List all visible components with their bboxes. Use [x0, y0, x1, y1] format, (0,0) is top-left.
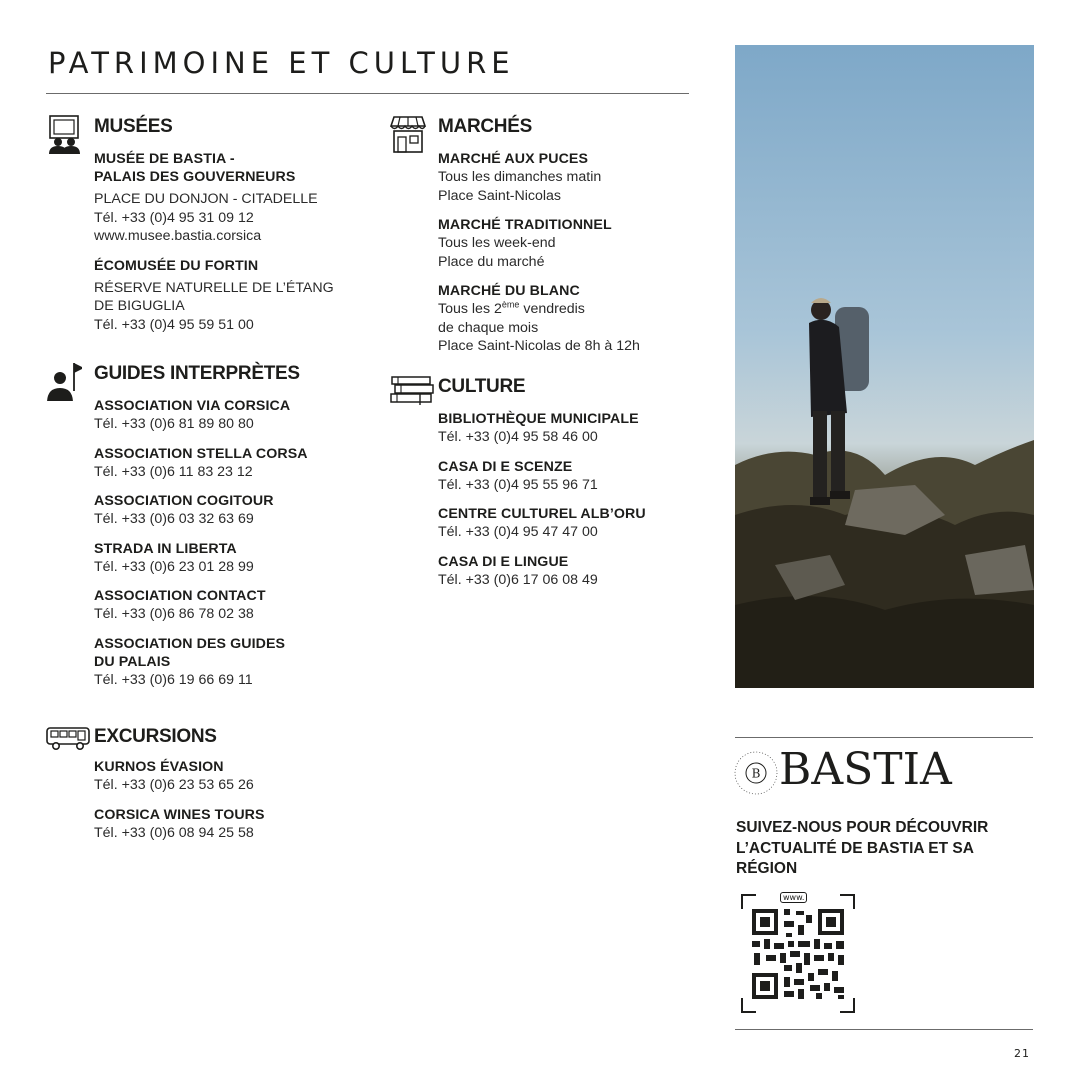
svg-text:B: B — [751, 766, 761, 781]
list-item: STRADA IN LIBERTA Tél. +33 (0)6 23 01 28 99 — [94, 540, 254, 575]
list-item: KURNOS ÉVASION Tél. +33 (0)6 23 53 65 26 — [94, 759, 254, 793]
list-item: ASSOCIATION VIA CORSICA Tél. +33 (0)6 81 89 80 80 — [94, 398, 291, 432]
section-heading: EXCURSIONS — [94, 726, 217, 747]
page-title: PATRIMOINE ET CULTURE — [48, 46, 515, 80]
museum-website-link[interactable]: www.musee.bastia.corsica — [94, 228, 262, 244]
tourism-office-seal-icon — [733, 750, 779, 796]
section-heading: GUIDES INTERPRÈTES — [94, 363, 300, 384]
guide-flag-icon — [46, 361, 82, 401]
sidebar-divider-bottom — [735, 1029, 1033, 1030]
hiker-photo — [735, 45, 1034, 688]
section-heading: CULTURE — [438, 376, 526, 397]
qr-www-label: www. — [780, 892, 807, 903]
list-item: ASSOCIATION COGITOUR Tél. +33 (0)6 03 32 63 69 — [94, 493, 274, 527]
books-icon — [390, 374, 434, 406]
list-item: ÉCOMUSÉE DU FORTIN RÉSERVE NATURELLE DE L’ÉTANG DE BIGUGLIA Tél. +33 (0)4 95 59 51 00 — [94, 257, 334, 333]
list-item: BIBLIOTHÈQUE MUNICIPALE Tél. +33 (0)4 95 58 46 00 — [438, 411, 639, 445]
section-heading: MUSÉES — [94, 116, 173, 137]
list-item: MARCHÉ DU BLANC Tous les 2ème vendredis de chaque mois Place Saint-Nicolas de 8h à 12h — [438, 283, 640, 354]
bastia-logo — [733, 744, 952, 798]
follow-us-text: SUIVEZ-NOUS POUR DÉCOUVRIR L’ACTUALITÉ DE BASTIA ET SA RÉGION — [736, 819, 989, 877]
list-item: CASA DI E LINGUE Tél. +33 (0)6 17 06 08 49 — [438, 553, 598, 588]
list-item: ASSOCIATION STELLA CORSA Tél. +33 (0)6 11 83 23 12 — [94, 445, 308, 480]
market-stall-icon — [390, 114, 426, 154]
list-item: CORSICA WINES TOURS Tél. +33 (0)6 08 94 25 58 — [94, 806, 265, 841]
list-item: CENTRE CULTUREL ALB’ORU Tél. +33 (0)4 95 47 47 00 — [438, 506, 646, 540]
sidebar-divider-top — [735, 737, 1033, 738]
qr-code[interactable] — [740, 893, 856, 1014]
list-item: CASA DI E SCENZE Tél. +33 (0)4 95 55 96 71 — [438, 458, 598, 493]
museum-icon — [46, 114, 82, 154]
page-number: 21 — [1014, 1047, 1030, 1060]
list-item: ASSOCIATION CONTACT Tél. +33 (0)6 86 78 02 38 — [94, 588, 266, 622]
logo-wordmark: BASTIA — [779, 744, 952, 795]
list-item: MUSÉE DE BASTIA - PALAIS DES GOUVERNEURS PLACE DU DONJON - CITADELLE Tél. +33 (0)4 95 31 09 12 www.musee.bastia.corsica — [94, 150, 394, 246]
section-heading: MARCHÉS — [438, 116, 532, 137]
bus-icon — [46, 726, 90, 752]
list-item: MARCHÉ AUX PUCES Tous les dimanches matin Place Saint-Nicolas — [438, 151, 602, 204]
list-item: ASSOCIATION DES GUIDES DU PALAIS Tél. +33 (0)6 19 66 69 11 — [94, 635, 286, 688]
list-item: MARCHÉ TRADITIONNEL Tous les week-end Place du marché — [438, 217, 612, 270]
title-divider — [46, 93, 689, 94]
